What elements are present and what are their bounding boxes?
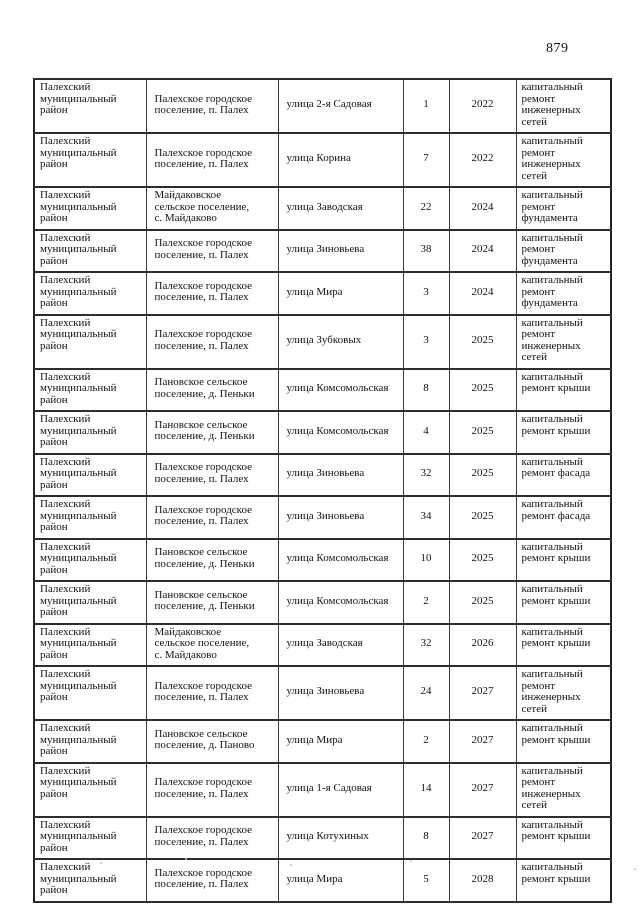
cell-house-number: 5	[403, 859, 449, 902]
cell-work-type: капитальный ремонт инженерных сетей	[516, 666, 611, 720]
cell-street: улица Заводская	[278, 187, 403, 230]
cell-work-type: капитальный ремонт крыши	[516, 581, 611, 624]
cell-year: 2025	[449, 454, 516, 497]
cell-district: Палехский муниципальный район	[34, 666, 146, 720]
table-row	[34, 133, 611, 187]
cell-street: улица Зиновьева	[278, 230, 403, 273]
cell-work-type: капитальный ремонт крыши	[516, 859, 611, 902]
cell-house-number: 4	[403, 411, 449, 454]
cell-settlement: Майдаковское сельское поселение, с. Майдаково	[146, 624, 278, 667]
cell-street: улица Котухиных	[278, 817, 403, 860]
cell-year: 2022	[449, 79, 516, 133]
cell-year: 2024	[449, 230, 516, 273]
table-row	[34, 230, 611, 273]
cell-street: улица Мира	[278, 859, 403, 902]
cell-district: Палехский муниципальный район	[34, 817, 146, 860]
table-row	[34, 817, 611, 860]
table-row	[34, 272, 611, 315]
cell-work-type: капитальный ремонт крыши	[516, 369, 611, 412]
cell-settlement: Палехское городское поселение, п. Палех	[146, 230, 278, 273]
cell-settlement: Пановское сельское поселение, д. Паново	[146, 720, 278, 763]
cell-work-type: капитальный ремонт крыши	[516, 817, 611, 860]
cell-house-number: 22	[403, 187, 449, 230]
cell-district: Палехский муниципальный район	[34, 272, 146, 315]
cell-street: улица Зиновьева	[278, 454, 403, 497]
cell-street: улица Мира	[278, 272, 403, 315]
cell-settlement: Палехское городское поселение, п. Палех	[146, 666, 278, 720]
scan-noise	[100, 862, 102, 864]
cell-settlement: Пановское сельское поселение, д. Пеньки	[146, 539, 278, 582]
cell-year: 2025	[449, 369, 516, 412]
cell-settlement: Пановское сельское поселение, д. Пеньки	[146, 411, 278, 454]
cell-year: 2025	[449, 496, 516, 539]
cell-work-type: капитальный ремонт инженерных сетей	[516, 763, 611, 817]
cell-settlement: Палехское городское поселение, п. Палех	[146, 859, 278, 902]
cell-house-number: 32	[403, 624, 449, 667]
cell-year: 2024	[449, 187, 516, 230]
cell-settlement: Пановское сельское поселение, д. Пеньки	[146, 581, 278, 624]
cell-district: Палехский муниципальный район	[34, 411, 146, 454]
cell-settlement: Палехское городское поселение, п. Палех	[146, 79, 278, 133]
cell-year: 2025	[449, 411, 516, 454]
cell-house-number: 8	[403, 369, 449, 412]
cell-work-type: капитальный ремонт инженерных сетей	[516, 133, 611, 187]
cell-house-number: 3	[403, 315, 449, 369]
cell-street: улица Мира	[278, 720, 403, 763]
cell-year: 2027	[449, 666, 516, 720]
table-row	[34, 187, 611, 230]
cell-house-number: 7	[403, 133, 449, 187]
cell-work-type: капитальный ремонт фасада	[516, 496, 611, 539]
cell-street: улица Корина	[278, 133, 403, 187]
cell-work-type: капитальный ремонт фундамента	[516, 187, 611, 230]
cell-district: Палехский муниципальный район	[34, 79, 146, 133]
cell-year: 2022	[449, 133, 516, 187]
cell-street: улица Заводская	[278, 624, 403, 667]
cell-street: улица Комсомольская	[278, 369, 403, 412]
cell-work-type: капитальный ремонт крыши	[516, 624, 611, 667]
cell-work-type: капитальный ремонт фундамента	[516, 272, 611, 315]
table-row	[34, 581, 611, 624]
cell-street: улица 2-я Садовая	[278, 79, 403, 133]
cell-year: 2027	[449, 720, 516, 763]
repair-program-table	[33, 78, 612, 903]
cell-settlement: Палехское городское поселение, п. Палех	[146, 133, 278, 187]
cell-house-number: 10	[403, 539, 449, 582]
cell-work-type: капитальный ремонт крыши	[516, 411, 611, 454]
cell-district: Палехский муниципальный район	[34, 859, 146, 902]
cell-settlement: Палехское городское поселение, п. Палех	[146, 315, 278, 369]
cell-district: Палехский муниципальный район	[34, 133, 146, 187]
table-body	[34, 79, 611, 902]
cell-house-number: 8	[403, 817, 449, 860]
cell-settlement: Пановское сельское поселение, д. Пеньки	[146, 369, 278, 412]
cell-district: Палехский муниципальный район	[34, 230, 146, 273]
cell-street: улица Комсомольская	[278, 581, 403, 624]
cell-settlement: Майдаковское сельское поселение, с. Майдаково	[146, 187, 278, 230]
cell-district: Палехский муниципальный район	[34, 315, 146, 369]
cell-year: 2027	[449, 763, 516, 817]
cell-street: улица Комсомольская	[278, 411, 403, 454]
table-row	[34, 411, 611, 454]
cell-house-number: 3	[403, 272, 449, 315]
cell-year: 2026	[449, 624, 516, 667]
table-row	[34, 666, 611, 720]
cell-district: Палехский муниципальный район	[34, 539, 146, 582]
table-row	[34, 79, 611, 133]
cell-work-type: капитальный ремонт крыши	[516, 539, 611, 582]
cell-district: Палехский муниципальный район	[34, 454, 146, 497]
cell-house-number: 2	[403, 720, 449, 763]
table-row	[34, 624, 611, 667]
cell-year: 2025	[449, 539, 516, 582]
cell-year: 2027	[449, 817, 516, 860]
table-row	[34, 454, 611, 497]
cell-year: 2024	[449, 272, 516, 315]
cell-work-type: капитальный ремонт инженерных сетей	[516, 79, 611, 133]
cell-house-number: 1	[403, 79, 449, 133]
cell-street: улица Зиновьева	[278, 496, 403, 539]
cell-house-number: 38	[403, 230, 449, 273]
cell-street: улица Зиновьева	[278, 666, 403, 720]
cell-settlement: Палехское городское поселение, п. Палех	[146, 272, 278, 315]
cell-street: улица Комсомольская	[278, 539, 403, 582]
cell-house-number: 34	[403, 496, 449, 539]
table-row	[34, 720, 611, 763]
cell-district: Палехский муниципальный район	[34, 496, 146, 539]
table-row	[34, 763, 611, 817]
cell-settlement: Палехское городское поселение, п. Палех	[146, 763, 278, 817]
cell-house-number: 24	[403, 666, 449, 720]
cell-settlement: Палехское городское поселение, п. Палех	[146, 496, 278, 539]
cell-district: Палехский муниципальный район	[34, 624, 146, 667]
table-row	[34, 315, 611, 369]
cell-district: Палехский муниципальный район	[34, 369, 146, 412]
table-row	[34, 369, 611, 412]
cell-work-type: капитальный ремонт фасада	[516, 454, 611, 497]
table-row	[34, 496, 611, 539]
cell-work-type: капитальный ремонт крыши	[516, 720, 611, 763]
cell-settlement: Палехское городское поселение, п. Палех	[146, 454, 278, 497]
cell-house-number: 14	[403, 763, 449, 817]
cell-district: Палехский муниципальный район	[34, 763, 146, 817]
cell-house-number: 32	[403, 454, 449, 497]
cell-settlement: Палехское городское поселение, п. Палех	[146, 817, 278, 860]
cell-street: улица 1-я Садовая	[278, 763, 403, 817]
table-row	[34, 859, 611, 902]
cell-district: Палехский муниципальный район	[34, 581, 146, 624]
table-row	[34, 539, 611, 582]
page-number: 879	[546, 41, 569, 56]
cell-street: улица Зубковых	[278, 315, 403, 369]
cell-year: 2025	[449, 315, 516, 369]
cell-year: 2028	[449, 859, 516, 902]
cell-work-type: капитальный ремонт фундамента	[516, 230, 611, 273]
cell-year: 2025	[449, 581, 516, 624]
cell-work-type: капитальный ремонт инженерных сетей	[516, 315, 611, 369]
cell-district: Палехский муниципальный район	[34, 187, 146, 230]
cell-house-number: 2	[403, 581, 449, 624]
cell-district: Палехский муниципальный район	[34, 720, 146, 763]
